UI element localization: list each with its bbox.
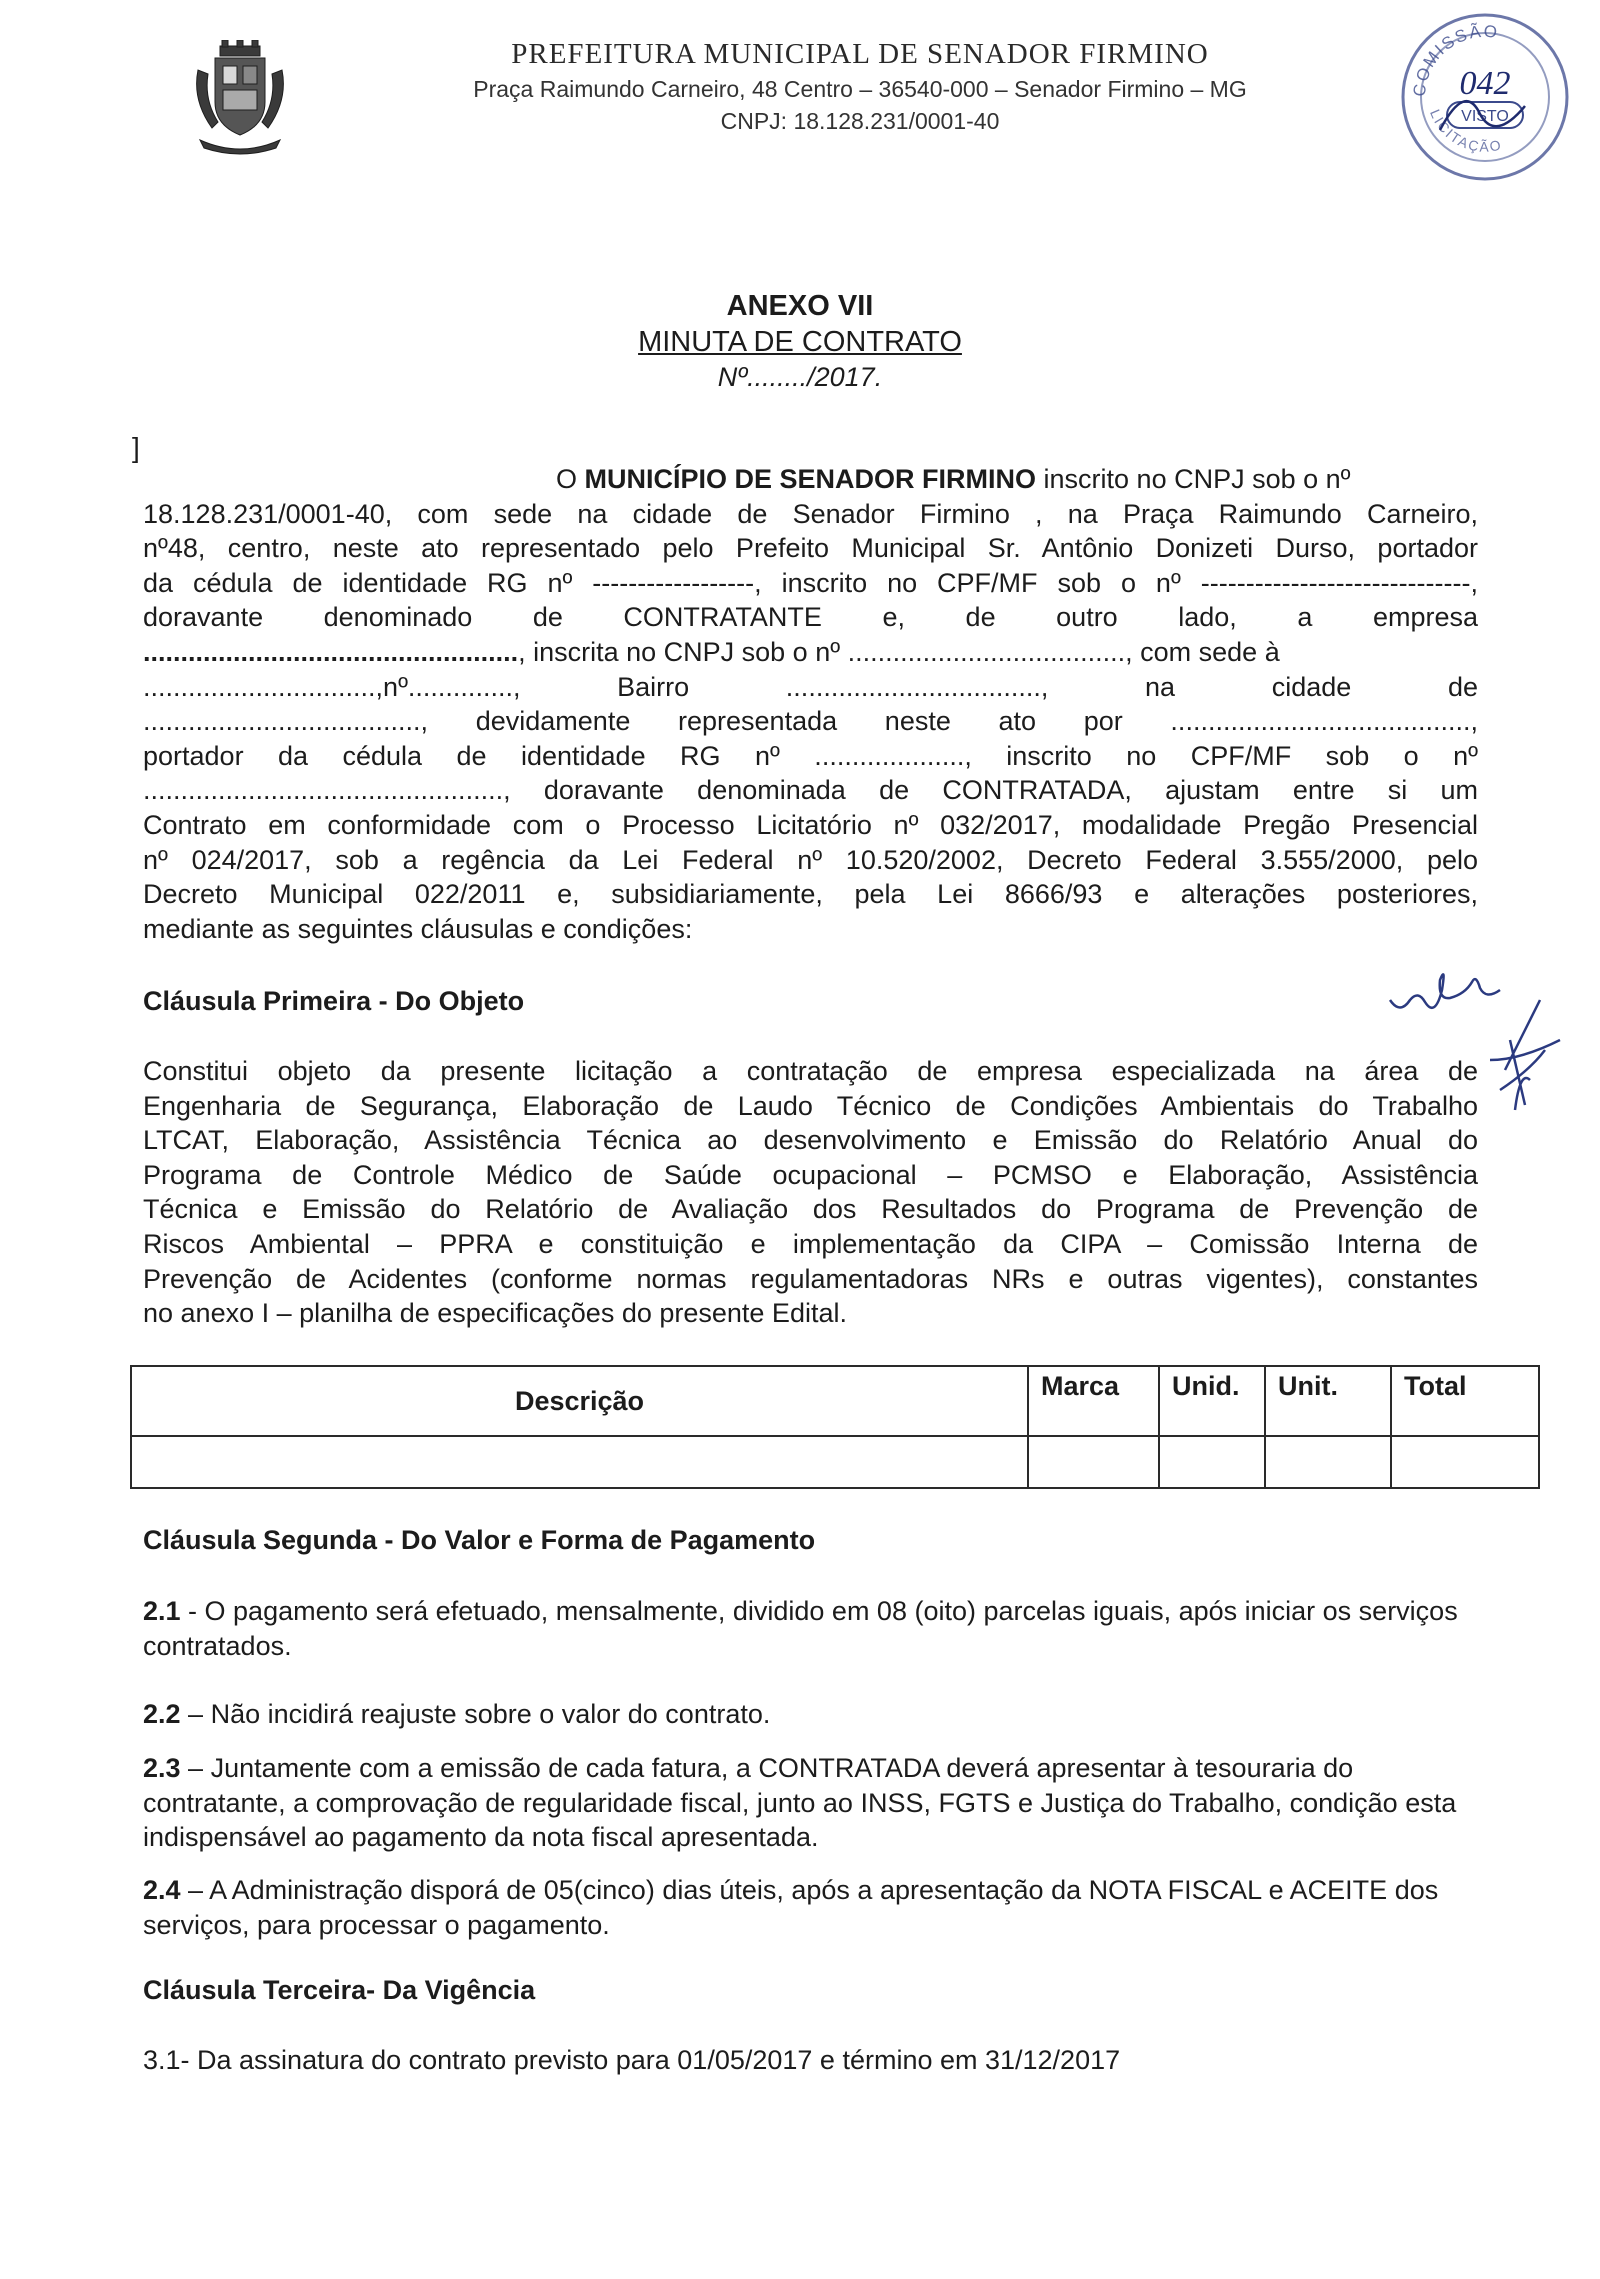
stray-bracket: ] xyxy=(132,432,140,463)
municipal-coat-of-arms-icon xyxy=(190,40,290,158)
intro-line: .................................................., inscrita no CNPJ sob o nº ....................................., com sede à xyxy=(143,636,1280,667)
table-cell[interactable] xyxy=(1265,1436,1391,1488)
clause-1-line: Prevenção de Acidentes (conforme normas regulamentadoras NRs e outras vigentes), constantes xyxy=(143,1263,1478,1294)
table-cell[interactable] xyxy=(131,1436,1028,1488)
table-cell[interactable] xyxy=(1159,1436,1265,1488)
intro-line: nº 024/2017, sob a regência da Lei Federal nº 10.520/2002, Decreto Federal 3.555/2000, pelo xyxy=(143,844,1478,875)
table-row xyxy=(131,1436,1539,1488)
clause-1-heading: Cláusula Primeira - Do Objeto xyxy=(143,986,525,1016)
intro-line: da cédula de identidade RG nº ------------------, inscrito no CPF/MF sob o nº ------------------------------, xyxy=(143,567,1478,598)
intro-line: Decreto Municipal 022/2011 e, subsidiariamente, pela Lei 8666/93 e alterações posteriores, xyxy=(143,879,1478,910)
table-header-description: Descrição xyxy=(131,1366,1028,1436)
intro-paragraph xyxy=(143,462,1478,946)
contract-number: Nº......../2017. xyxy=(717,362,883,392)
annex-title: ANEXO VII xyxy=(726,290,874,322)
stamp-number: 042 xyxy=(1459,65,1511,102)
clause-3-heading: Cláusula Terceira- Da Vigência xyxy=(143,1975,536,2005)
handwritten-initials xyxy=(1380,960,1580,1150)
intro-line: ................................................, doravante denominada de CONTRATADA, ajustam entre si um xyxy=(143,775,1478,806)
intro-line: doravante denominado de CONTRATANTE e, de outro lado, a empresa xyxy=(143,602,1478,633)
intro-line: ....................................., devidamente representada neste ato por ........................................, xyxy=(143,706,1478,737)
clause-2-item: 2.2 – Não incidirá reajuste sobre o valor do contrato. xyxy=(143,1699,771,1729)
intro-line: portador da cédula de identidade RG nº ...................., inscrito no CPF/MF sob o nº xyxy=(143,740,1478,771)
items-table xyxy=(130,1365,1540,1489)
municipality-name: MUNICÍPIO DE SENADOR FIRMINO xyxy=(584,464,1037,494)
table-header-unit: Unid. xyxy=(1159,1366,1265,1436)
clause-1-line: Riscos Ambiental – PPRA e constituição e implementação da CIPA – Comissão Interna de xyxy=(143,1228,1478,1259)
clause-2-item: 2.3 – Juntamente com a emissão de cada fatura, a CONTRATADA deverá apresentar à tesouraria do contratante, a comprovação de regularidade fiscal, junto ao INSS, FGTS e Justiça do Trabalho, condição esta indispensável ao pagamento da nota fiscal apresentada. xyxy=(143,1753,1457,1853)
clause-1-line: Constitui objeto da presente licitação a contratação de empresa especializada na área de xyxy=(143,1056,1478,1086)
table-header-unit-price: Unit. xyxy=(1265,1366,1391,1436)
stamp-top-text: COMISSÃO xyxy=(1409,21,1500,98)
commission-stamp xyxy=(1385,2,1585,192)
stamp-bottom-text: LICITAÇÃO xyxy=(1427,106,1504,155)
clause-1-body xyxy=(143,1054,1478,1331)
clause-1-line: Programa de Controle Médico de Saúde ocupacional – PCMSO e Elaboração, Assistência xyxy=(143,1159,1478,1190)
table-cell[interactable] xyxy=(1391,1436,1539,1488)
table-header-total: Total xyxy=(1391,1366,1539,1436)
clause-1-line: Engenharia de Segurança, Elaboração de Laudo Técnico de Condições Ambientais do Trabalho xyxy=(143,1090,1478,1121)
table-header-row xyxy=(131,1366,1539,1436)
clause-2-item: 2.4 – A Administração disporá de 05(cinco) dias úteis, após a apresentação da NOTA FISCAL e ACEITE dos serviços, para processar o pagamento. xyxy=(143,1875,1439,1940)
clause-1-line: Técnica e Emissão do Relatório de Avaliação dos Resultados do Programa de Prevenção de xyxy=(143,1194,1478,1225)
intro-line: O MUNICÍPIO DE SENADOR FIRMINO inscrito no CNPJ sob o nº xyxy=(556,464,1351,494)
table-cell[interactable] xyxy=(1028,1436,1159,1488)
intro-line: nº48, centro, neste ato representado pelo Prefeito Municipal Sr. Antônio Donizeti Durso, portador xyxy=(143,533,1478,564)
contract-draft-title: MINUTA DE CONTRATO xyxy=(638,326,962,358)
intro-line: mediante as seguintes cláusulas e condições: xyxy=(143,913,693,944)
table-header-brand: Marca xyxy=(1028,1366,1159,1436)
intro-line: Contrato em conformidade com o Processo Licitatório nº 032/2017, modalidade Pregão Presencial xyxy=(143,809,1478,840)
clause-3-item: 3.1- Da assinatura do contrato previsto para 01/05/2017 e término em 31/12/2017 xyxy=(143,2045,1121,2075)
clause-2-heading: Cláusula Segunda - Do Valor e Forma de Pagamento xyxy=(143,1525,816,1555)
intro-line: 18.128.231/0001-40, com sede na cidade de Senador Firmino , na Praça Raimundo Carneiro, xyxy=(143,498,1478,529)
intro-line: ...............................,nº.............., Bairro .................................., na cidade de xyxy=(143,671,1478,702)
header-cnpj: CNPJ: 18.128.231/0001-40 xyxy=(720,108,1000,134)
header-address: Praça Raimundo Carneiro, 48 Centro – 36540-000 – Senador Firmino – MG xyxy=(473,76,1247,102)
clause-1-line: LTCAT, Elaboração, Assistência Técnica ao desenvolvimento e Emissão do Relatório Anual do xyxy=(143,1125,1478,1156)
clause-1-line: no anexo I – planilha de especificações do presente Edital. xyxy=(143,1298,847,1329)
clause-2-item: 2.1 - O pagamento será efetuado, mensalmente, dividido em 08 (oito) parcelas iguais, após iniciar os serviços contratados. xyxy=(143,1596,1458,1661)
header-title: PREFEITURA MUNICIPAL DE SENADOR FIRMINO xyxy=(511,38,1209,70)
stamp-visto: VISTO xyxy=(1461,108,1509,125)
